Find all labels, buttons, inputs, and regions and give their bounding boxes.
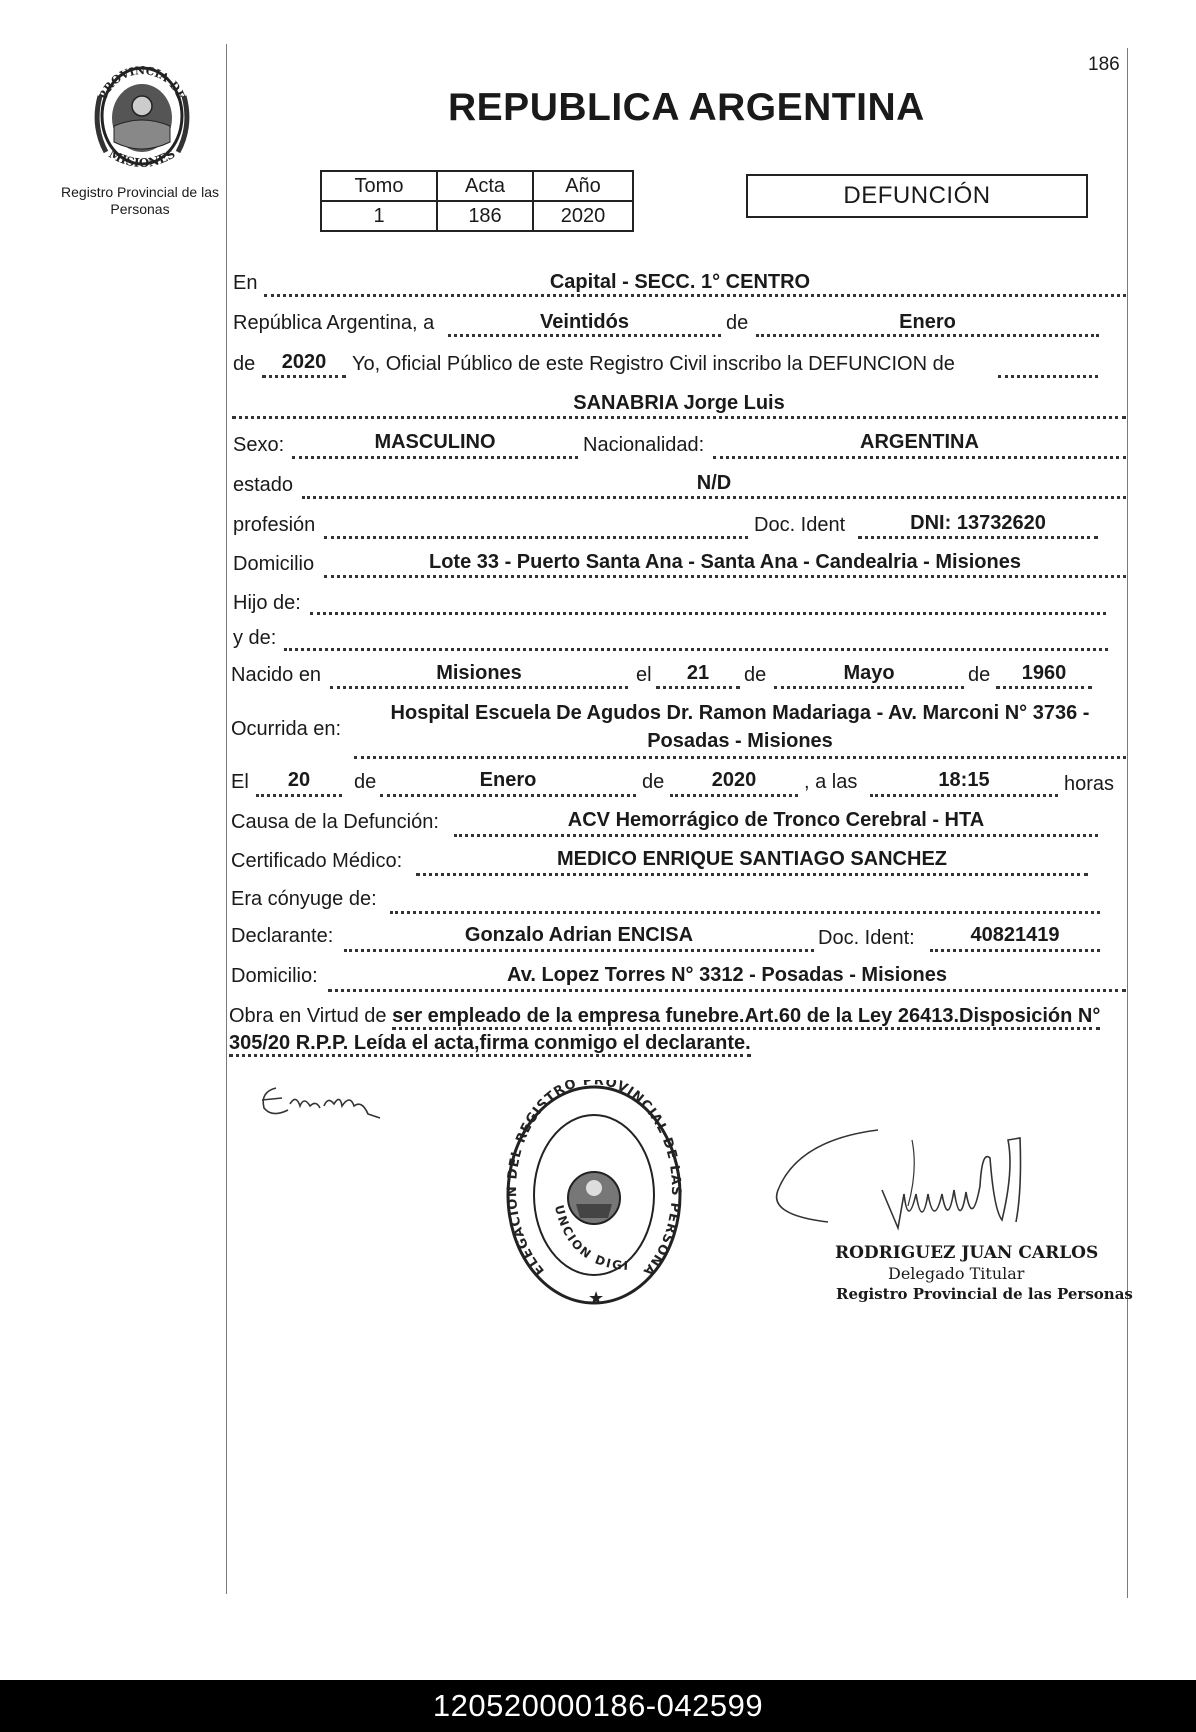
ocurrida-line-2: Posadas - Misiones <box>647 730 833 752</box>
nacido-label: Nacido en <box>231 664 322 686</box>
declarant-signature-text: Encisa <box>254 1070 258 1071</box>
hijo-label: Hijo de: <box>233 592 301 614</box>
nac-de-label-1: de <box>744 664 767 686</box>
nac-dia-dotted-line <box>656 686 740 689</box>
causa-label: Causa de la Defunción: <box>231 811 439 833</box>
domicilio-value: Lote 33 - Puerto Santa Ana - Santa Ana - Candealria - Misiones <box>429 551 1021 573</box>
doc-ident-dotted-line <box>858 536 1098 539</box>
nacionalidad-dotted-line <box>713 456 1126 459</box>
estado-label: estado <box>233 474 294 496</box>
decl-doc-label: Doc. Ident: <box>818 927 915 949</box>
def-de-label-2: de <box>642 771 665 793</box>
def-dia-value: 20 <box>287 769 311 791</box>
yde-dotted-line <box>284 648 1108 651</box>
nacionalidad-value: ARGENTINA <box>860 431 979 453</box>
left-margin-line <box>226 44 227 1594</box>
anio-value: 2020 <box>533 201 633 231</box>
nacionalidad-label: Nacionalidad: <box>583 434 705 456</box>
hijo-dotted-line <box>310 612 1106 615</box>
nac-mes-value: Mayo <box>843 662 895 684</box>
dia-value: Veintidós <box>540 311 629 333</box>
doc-ident-value: DNI: 13732620 <box>910 512 1046 534</box>
official-role: Delegado Titular <box>888 1264 1025 1283</box>
certificado-value: MEDICO ENRIQUE SANTIAGO SANCHEZ <box>556 848 948 870</box>
logo-seal-top-text: PROVINCIA DE <box>96 63 188 102</box>
en-value: Capital - SECC. 1° CENTRO <box>549 271 811 293</box>
doc-ident-label: Doc. Ident <box>754 514 846 536</box>
mes-value: Enero <box>899 311 956 333</box>
ocurrida-line-1: Hospital Escuela De Agudos Dr. Ramon Madariaga - Av. Marconi N° 3736 - <box>390 702 1090 724</box>
anio-dotted-line <box>262 375 346 378</box>
decl-dom-value: Av. Lopez Torres N° 3312 - Posadas - Misiones <box>507 964 947 986</box>
registry-table <box>320 170 634 232</box>
seal-inner-text: UNCION DIGI <box>551 1203 631 1274</box>
ocurrida-label: Ocurrida en: <box>231 718 342 740</box>
right-margin-line <box>1127 48 1128 1598</box>
sexo-value: MASCULINO <box>374 431 496 453</box>
official-name: RODRIGUEZ JUAN CARLOS <box>835 1243 1099 1263</box>
domicilio-label: Domicilio <box>233 553 315 575</box>
provincial-coat-of-arms-icon <box>88 56 196 174</box>
anio-value-field: 2020 <box>281 351 327 373</box>
horas-label: horas <box>1064 773 1115 795</box>
nacido-el-label: el <box>636 664 652 686</box>
tomo-header: Tomo <box>321 171 437 201</box>
nac-dia-value: 21 <box>686 662 710 684</box>
logo-caption: Registro Provincial de las Personas <box>61 184 219 217</box>
en-label: En <box>233 272 258 294</box>
obra-label: Obra en Virtud de <box>229 1005 387 1027</box>
def-hora-dotted-line <box>870 794 1058 797</box>
domicilio-dotted-line <box>324 575 1126 578</box>
yo-text: Yo, Oficial Público de este Registro Civil inscribo la DEFUNCION de <box>352 353 955 375</box>
acta-value: 186 <box>437 201 533 231</box>
conyuge-dotted-line <box>390 911 1100 914</box>
decl-doc-value: 40821419 <box>970 924 1060 946</box>
act-type-box: DEFUNCIÓN <box>746 174 1088 218</box>
causa-value: ACV Hemorrágico de Tronco Cerebral - HTA <box>567 809 985 831</box>
en-dotted-line <box>264 294 1126 297</box>
acta-header: Acta <box>437 171 533 201</box>
logo-seal-bottom-text: MISIONES <box>106 146 178 171</box>
deceased-name: SANABRIA Jorge Luis <box>573 392 785 414</box>
declarante-label: Declarante: <box>231 925 334 947</box>
estado-dotted-line <box>302 496 1126 499</box>
republica-label: República Argentina, a <box>233 312 435 334</box>
ocurrida-dotted-line <box>354 756 1126 759</box>
dia-dotted-line <box>448 334 721 337</box>
causa-dotted-line <box>454 834 1098 837</box>
declarant-signature <box>254 1070 394 1130</box>
page-title: REPUBLICA ARGENTINA <box>448 86 925 129</box>
anio-prefix-label: de <box>233 353 256 375</box>
def-anio-value: 2020 <box>711 769 757 791</box>
seal-outer-text: ELEGACION DEL REGISTRO PROVINCIAL DE LAS PERSONA <box>504 1080 684 1280</box>
def-mes-dotted-line <box>380 794 636 797</box>
nac-anio-dotted-line <box>996 686 1092 689</box>
official-signature <box>758 1110 1078 1240</box>
obra-paragraph <box>229 1003 1129 1057</box>
declarante-dotted-line <box>344 949 814 952</box>
official-registry: Registro Provincial de las Personas <box>836 1285 1133 1303</box>
tomo-value: 1 <box>321 201 437 231</box>
nacido-dotted-line <box>330 686 628 689</box>
de-label-1: de <box>726 312 749 334</box>
sexo-label: Sexo: <box>233 434 285 456</box>
profesion-label: profesión <box>233 514 316 536</box>
mes-dotted-line <box>756 334 1099 337</box>
def-hora-value: 18:15 <box>938 769 990 791</box>
decl-doc-dotted-line <box>930 949 1100 952</box>
def-dia-dotted-line <box>256 794 342 797</box>
nac-anio-value: 1960 <box>1021 662 1067 684</box>
nombre-dotted-line <box>232 416 1126 419</box>
nacido-value: Misiones <box>436 662 522 684</box>
nac-de-label-2: de <box>968 664 991 686</box>
page-number: 186 <box>1088 54 1120 75</box>
certificado-dotted-line <box>416 873 1088 876</box>
conyuge-label: Era cónyuge de: <box>231 888 377 910</box>
decl-dom-label: Domicilio: <box>231 965 318 987</box>
declarante-value: Gonzalo Adrian ENCISA <box>464 924 694 946</box>
def-mes-value: Enero <box>479 769 537 791</box>
footer-code: 120520000186-042599 <box>0 1680 1196 1732</box>
yo-dotted-line <box>998 375 1098 378</box>
svg-text:★: ★ <box>588 1288 605 1309</box>
decl-dom-dotted-line <box>328 989 1126 992</box>
yde-label: y de: <box>233 627 277 649</box>
alas-label: , a las <box>804 771 858 793</box>
anio-header: Año <box>533 171 633 201</box>
def-anio-dotted-line <box>670 794 798 797</box>
obra-value: ser empleado de la empresa funebre.Art.60 de la Ley 26413.Disposición N° 305/20 R.P.P. Leída el acta,firma conmigo el declarante. <box>229 1005 1100 1057</box>
sexo-dotted-line <box>292 456 578 459</box>
nac-mes-dotted-line <box>774 686 964 689</box>
def-el-label: El <box>231 771 249 793</box>
estado-value: N/D <box>696 472 732 494</box>
certificado-label: Certificado Médico: <box>231 850 403 872</box>
profesion-dotted-line <box>324 536 748 539</box>
def-de-label-1: de <box>354 771 377 793</box>
official-seal-icon <box>504 1080 684 1320</box>
